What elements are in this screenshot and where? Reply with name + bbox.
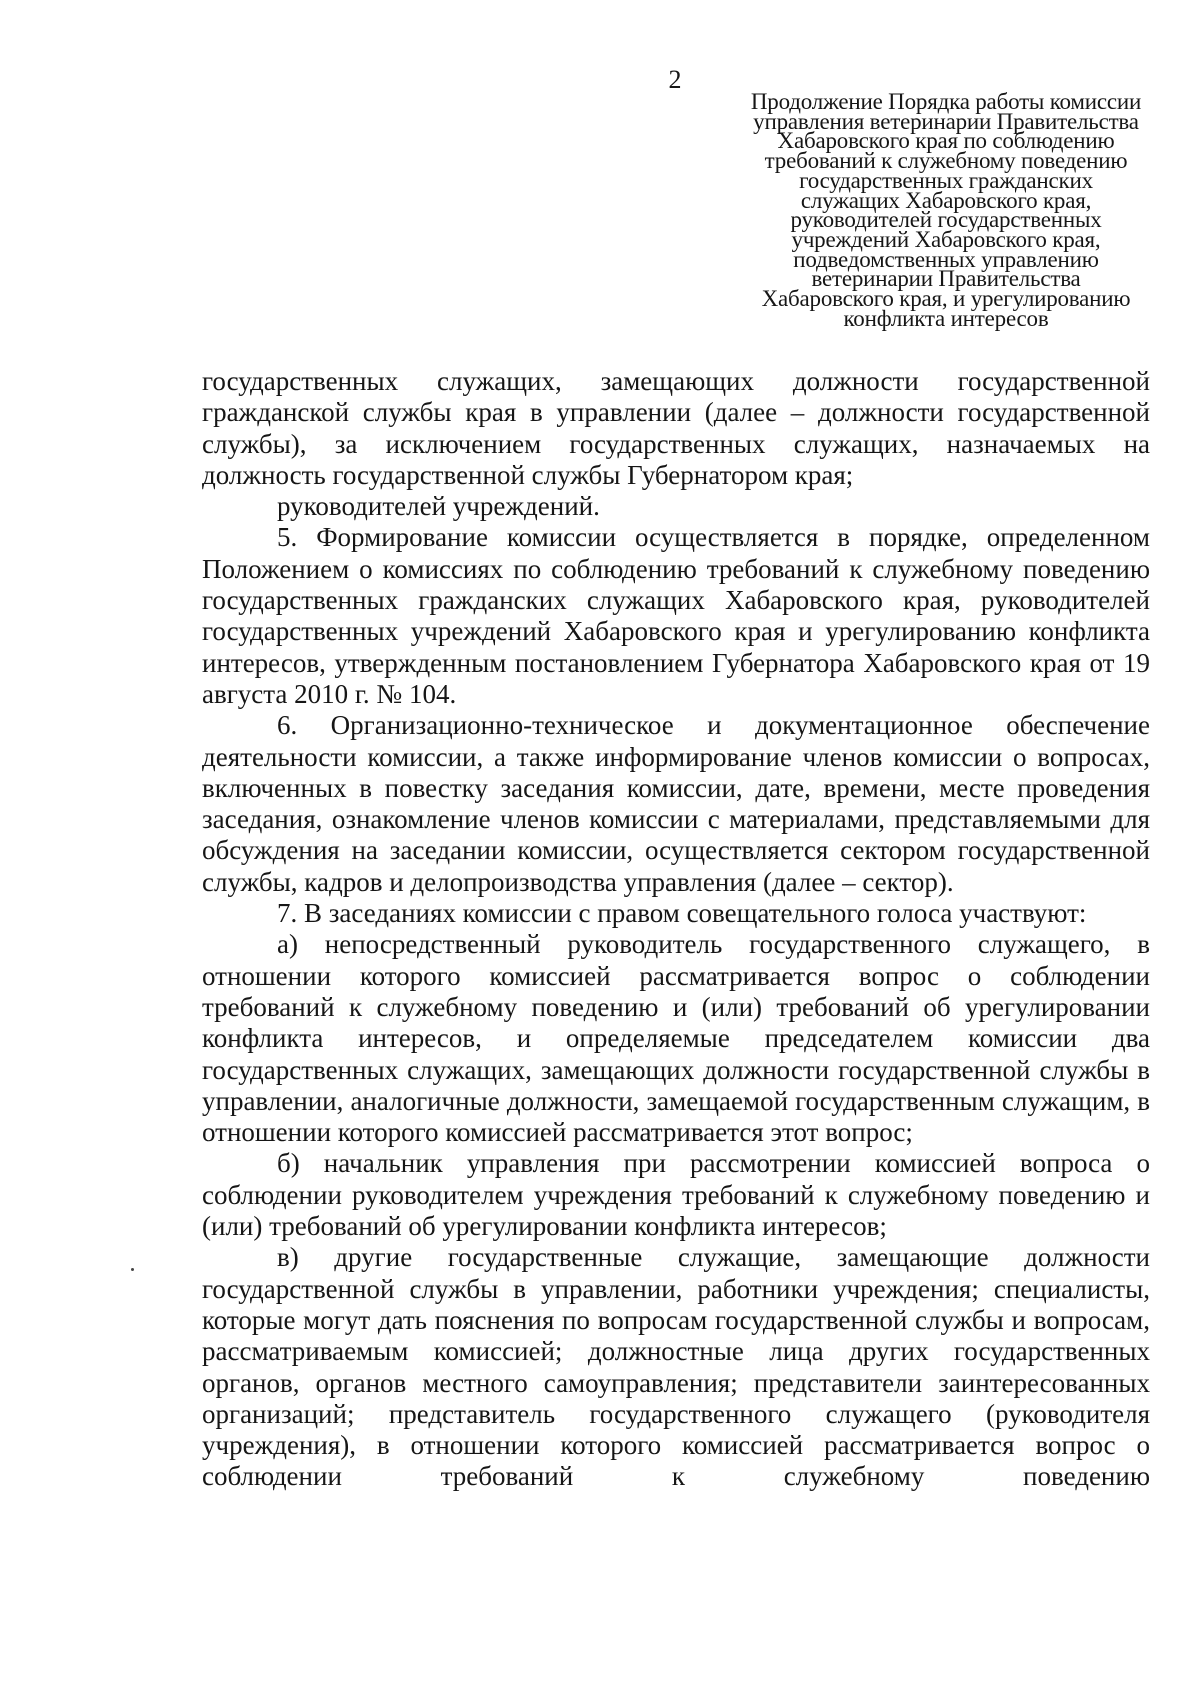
header-line: Хабаровского края по соблюдению — [777, 128, 1115, 154]
paragraph-item-7a: а) непосредственный руководитель государственного служащего, в отношении которого комиссией рассматривается вопрос о соблюдении требований к служебному поведению и (или) требований об урегулировании конфликта интересов, и определяемые председателем комиссии два государственных служащих, замещающих должности государственной службы в управлении, аналогичные должности, замещаемой государственным служащим, в отношении которого комиссией рассматривается этот вопрос; — [202, 929, 1150, 1148]
document-body — [202, 366, 1150, 1493]
paragraph-item-7: 7. В заседаниях комиссии с правом совещательного голоса участвуют: — [277, 898, 1087, 929]
header-line: учреждений Хабаровского края, — [791, 226, 1101, 252]
header-line: служащих Хабаровского края, — [800, 187, 1092, 213]
paragraph-item-7b: б) начальник управления при рассмотрении комиссией вопроса о соблюдении руководителем учреждения требований к служебному поведению и (или) требований об урегулировании конфликта интересов; — [202, 1148, 1150, 1242]
document-header-reference — [716, 89, 1176, 331]
page-number: 2 — [668, 65, 682, 94]
header-line: требований к служебному поведению — [764, 148, 1128, 174]
paragraph-item-6: 6. Организационно-техническое и документационное обеспечение деятельности комиссии, а также информирование членов комиссии о вопросах, включенных в повестку заседания комиссии, дате, времени, месте проведения заседания, ознакомление членов комиссии с материалами, представляемыми для обсуждения на заседании комиссии, осуществляется сектором государственной службы, кадров и делопроизводства управления (далее – сектор). — [202, 710, 1150, 897]
header-line: управления ветеринарии Правительства — [753, 108, 1139, 134]
scan-speck — [131, 1268, 134, 1271]
header-line: государственных гражданских — [799, 167, 1093, 193]
header-line: подведомственных управлению — [793, 246, 1099, 272]
paragraph-continuation: государственных служащих, замещающих должности государственной гражданской службы края в управлении (далее – должности государственной службы), за исключением государственных служащих, назначаемых на должность государственной службы Губернатором края; — [202, 366, 1150, 490]
header-line: руководителей государственных — [790, 207, 1102, 233]
header-line: Продолжение Порядка работы комиссии — [750, 89, 1142, 114]
header-line: ветеринарии Правительства — [811, 266, 1081, 292]
header-line: конфликта интересов — [843, 305, 1049, 331]
paragraph-item-7v: в) другие государственные служащие, замещающие должности государственной службы в управлении, работники учреждения; специалисты, которые могут дать пояснения по вопросам государственной службы и вопросам, рассматриваемым комиссией; должностные лица других государственных органов, органов местного самоуправления; представители заинтересованных организаций; представитель государственного служащего (руководителя учреждения), в отношении которого комиссией рассматривается вопрос о соблюдении требований к служебному поведению — [202, 1242, 1150, 1492]
header-line: Хабаровского края, и урегулированию — [761, 286, 1131, 312]
paragraph-item-5: 5. Формирование комиссии осуществляется в порядке, определенном Положением о комиссиях по соблюдению требований к служебному поведению государственных гражданских служащих Хабаровского края, руководителей государственных учреждений Хабаровского края и урегулированию конфликта интересов, утвержденным постановлением Губернатора Хабаровского края от 19 августа 2010 г. № 104. — [202, 522, 1150, 709]
paragraph-heads-of-institutions: руководителей учреждений. — [277, 491, 600, 522]
